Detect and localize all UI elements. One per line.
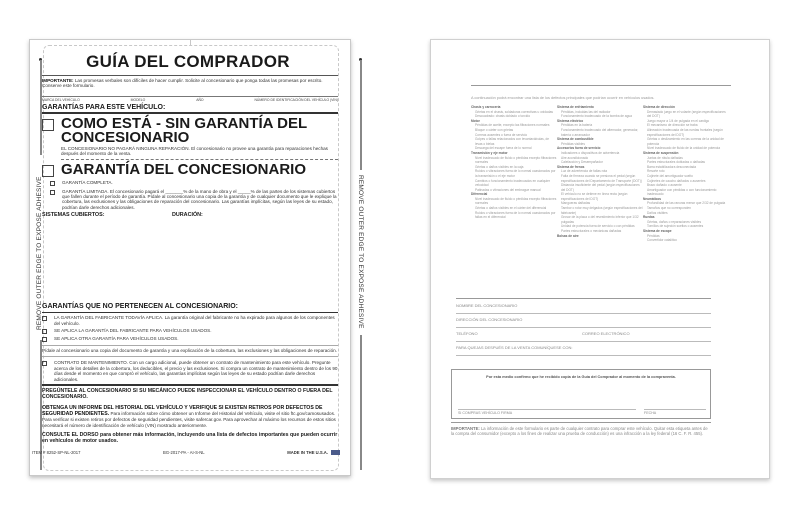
as-is-checkbox[interactable] [42,119,54,131]
defect-item: Mangueras dañadas [561,201,591,206]
defect-category: Bolsas de aire [557,233,579,238]
defect-item: Aire acondicionado [561,155,589,160]
defect-item: Descuadrado: chasis doblado o torcido [475,114,531,119]
us-flag-icon [331,450,340,455]
defect-item: Nivel inadecuado de fluido o pérdidas excepto filtraciones normales [475,155,557,165]
field-make[interactable]: MARCA DEL VEHÍCULO [42,97,80,102]
dealer-warranty-option[interactable]: GARANTÍA DEL CONCESIONARIO [42,163,338,177]
defect-item: Grietas o deslizamiento en las correas de la unidad de potencia [647,137,724,146]
footer [32,450,340,455]
email-field[interactable]: CORREO ELECTRÓNICO [582,331,630,336]
page-title: GUÍA DEL COMPRADOR [86,52,290,71]
duration-label: DURACIÓN: [172,212,203,219]
remove-edge-label-left: REMOVE OUTER EDGE TO EXPOSE ADHESIVE [36,176,43,330]
defect-item: Convertidor catalítico [647,238,677,243]
checkbox[interactable] [42,329,47,334]
field-year[interactable]: AÑO [196,97,204,102]
defect-item: Descarga del escape fuera de lo normal [475,146,532,151]
made-in-label: MADE IN THE U.S.A. [287,450,340,455]
defect-item: Correas ausentes o fuera de servicio [475,132,528,137]
defect-category: Transmisión y eje motor [471,150,508,155]
defect-category: Neumáticos [643,196,662,201]
dealer-warranty-checkbox[interactable] [42,165,54,177]
defect-category: Diferencial [471,192,488,197]
defect-category: Chasis y carrocería [471,105,501,109]
defect-item: Grietas, daños o reparaciones visibles [647,219,702,224]
defects-column-2 [557,105,643,243]
defects-column-3 [643,105,729,243]
defect-item: Grietas en el chasis, soldaduras correctivas u oxidadas [475,109,553,114]
defect-item: Daños visibles [647,210,668,215]
field-model[interactable]: MODELO [130,97,146,102]
defect-category: Accesorios fuera de servicio [557,146,601,151]
defect-item: Cojinete del amortiguador suelto [647,173,693,178]
mechanic-notice: PREGÚNTELE AL CONCESIONARIO SI SU MECÁNICO PUEDE INSPECCIONAR EL VEHÍCULO DENTRO O FUERA DEL CONCESIONARIO. [42,388,333,401]
date-field[interactable]: FECHA [644,409,706,415]
dealer-fields [456,298,711,356]
defect-item: Tambor o rotor muy delgados (según especificaciones del fabricante) [561,206,643,215]
defect-category: Sistema de combustible [557,137,594,142]
important-notice: IMPORTANTE: Las promesas verbales son difíciles de hacer cumplir. Solicite al concesionario que ponga todas las promesas por escrito. Conserve este formulario. [42,78,323,89]
history-notice: OBTENGA UN INFORME DEL HISTORIAL DEL VEHÍCULO Y VERIFIQUE SI EXISTEN RETIROS POR DEFECTOS DE SEGURIDAD PENDIENTES. Para información sobre cómo obtener un Informe del Historial del Vehículo, visite el sitio ftc.gov/camosusados. Para verificar si existen retiros por defectos de seguridad pendientes, visite safercar.gov. Para aprovechar al máximo los recursos de estos sitios necesitará el número de identificación de vehículo (VIN) mostrado anteriormente. [42,404,336,428]
defects-columns [471,105,731,243]
field-vin[interactable]: NÚMERO DE IDENTIFICACIÓN DEL VEHÍCULO (VIN) [254,97,338,102]
service-contract-option[interactable]: CONTRATO DE MANTENIMIENTO. Con un cargo adicional, puede obtener un contrato de mantenimiento para este vehículo. Pregunte acerca de los detalles de la cobertura, los deducibles, el precio y las exclusiones. Si compra un contrato de mantenimiento dentro de los 90 días desde el momento en que compró el vehículo, las garantías implícitas según las leyes de su estado podrían darle derechos adicionales. [42,360,338,382]
limited-warranty-option[interactable]: GARANTÍA LIMITADA. El concesionario pagará el _______% de la mano de obra y el _____% de las partes de los sistemas cubiertos que fallen durante el período de garantía. Pídale al concesionario una copia de la garantía y de cualquier documento que le explique la cobertura, las exclusiones y las obligaciones de reparación del concesionario. Las garantías implícitas, según las leyes de su estado, podrían darle derechos adicionales. [50,189,338,211]
signature-box [451,369,711,419]
defect-category: Sistema de dirección [643,105,675,109]
back-important-notice: IMPORTANTE: La información de este formulario es parte de cualquier contrato para comprar este vehículo. Quitar esta etiqueta antes de la compra del consumidor (excepto a los fines de realizar una prueba de conducción) es una infracción a la ley federal (16 C. F. R. 455). [451,422,711,437]
defect-item: Partes estructurales o mecánicas dañadas [561,229,622,234]
checkbox[interactable] [42,361,47,366]
defect-item: Bloque o cárter con grietas [475,127,514,132]
warranties-header: GARANTÍAS PARA ESTE VEHÍCULO: [42,103,166,111]
defect-item: Alineación inadecuada de las ruedas frontales (según especificaciones del DOT) [647,127,723,137]
defect-item: Grosor de la placa o del revestimiento inferior que 1/32 pulgadas [561,215,639,224]
defect-category: Sistema de suspensión [643,150,679,155]
defect-item: Pérdidas visibles [561,141,585,146]
defects-column-1 [471,105,557,243]
defect-item: Tamaños que no corresponden [647,206,691,211]
checkbox[interactable] [42,316,47,321]
checkbox[interactable] [42,337,47,342]
dealer-name-field[interactable]: NOMBRE DEL CONCESIONARIO [456,300,711,314]
defect-item: Grietas o daños visibles en la caja [475,164,524,169]
defect-item: Pérdidas en la batería [561,123,593,128]
defect-item: Calefacción y Desempañador [561,160,603,165]
defect-item: Barra estabilizadora desconectada [647,164,697,169]
defect-item: Pérdidas [647,233,660,238]
defect-item: Luz de advertencia de fallas rota [561,169,608,174]
vehicle-info-fields [42,96,338,102]
non-dealer-option-1[interactable]: LA GARANTÍA DEL FABRICANTE TODAVÍA APLICA. La garantía original del fabricante no ha expirado para algunos de los componentes del vehículo. [42,315,338,326]
defect-item: Nivel inadecuado de fluido o pérdidas excepto filtraciones normales [475,196,557,206]
defect-item: Demasiado juego en el volante (según especificaciones del DOT) [647,109,726,119]
non-dealer-option-2[interactable]: SE APLICA LA GARANTÍA DEL FABRICANTE PARA VEHÍCULOS USADOS. [42,328,338,334]
request-copy-text: Pídale al concesionario una copia del documento de garantía y una explicación de la cobertura, las exclusiones y las obligaciones de reparación. [42,348,337,354]
defect-item: Pérdidas, incluidas las del radiador [561,109,611,114]
defect-item: El vehículo no se detiene en línea recta (según especificaciones del DOT) [561,192,628,201]
defect-item: Ruidos o vibraciones fuera de lo normal ocasionados por fallas en el diferencial [475,210,556,220]
defect-item: Indicadores o dispositivos de advertencia [561,150,620,155]
as-is-option[interactable]: COMO ESTÁ - SIN GARANTÍA DEL CONCESIONARIO EL CONCESIONARIO NO PAGARÁ NINGUNA REPARACIÓN. El concesionario no provee una garantía para reparaciones hechas después del momento de la venta. [42,117,338,157]
defect-category: Ruedas [643,215,655,220]
defect-category: Sistema de escape [643,229,672,234]
defect-item: Patinadas o vibraciones del embrague manual [475,187,541,192]
defects-section [471,85,731,243]
defect-item: Profundidad de las ranuras menor que 2/32 de pulgada [647,201,726,206]
consult-back-notice: CONSULTE EL DORSO para obtener más información, incluyendo una lista de defectos importantes que pueden ocurrir en vehículos de motor usados. [42,432,338,445]
defect-item: Funcionamiento inadecuado de la bomba de agua [561,114,632,119]
defect-category: Sistema eléctrico [557,118,584,123]
defect-category: Sistema de enfriamiento [557,105,594,109]
remove-edge-label-right: REMOVE OUTER EDGE TO EXPOSE ADHESIVE [357,175,364,329]
edge-bar [360,60,362,170]
defect-item: Pérdidas de aceite, excepto las filtraciones normales [475,123,550,128]
defect-item: Partes estructurales dobladas o dañadas [647,160,705,165]
defect-item: Brazo dañado o ausente [647,183,682,188]
coverage-row [42,212,338,218]
defect-category: Sistema de frenos [557,164,585,169]
defect-item: Distancia insuficiente del pedal (según especificaciones del DOT) [561,183,640,192]
full-warranty-option[interactable]: GARANTÍA COMPLETA. [50,180,338,186]
defect-item: Cambios o funcionamiento inadecuados en cualquier velocidad [475,178,550,188]
non-dealer-header: GARANTÍAS QUE NO PERTENECEN AL CONCESIONARIO: [42,303,338,313]
defect-item: Juego mayor a 1/4 de pulgada en el cardigo [647,118,710,123]
defect-item: Grietas o daños visibles en el cárter del diferencial [475,206,547,211]
defect-item: Amortiguador con pérdidas o con funcionamiento inadecuado [647,187,717,197]
defect-item: Resorte roto [647,169,665,174]
defect-item: Tornillos de sujeción sueltos o ausentes [647,224,704,229]
item-number: ITEM # 8252-SP-NL-2017 [32,449,81,455]
defect-item: Juntas de rótula dañadas [647,155,683,160]
confirmation-text: Por esta medio confirmo que he recibido copia de la Guía del Comprador al momento de la compraventa. [486,375,676,379]
buyers-guide-back [430,39,770,479]
defect-item: El mecanismo de dirección se traba [647,123,698,128]
defect-item: Funcionamiento inadecuado del alternador, generador, batería o arrancador [561,127,639,137]
contact-fields[interactable] [456,328,711,342]
defect-item: Ruidos o vibraciones fuera de lo normal ocasionados por la transmisión o el eje motor [475,169,556,178]
dealer-address-field[interactable]: DIRECCIÓN DEL CONCESIONARIO [456,314,711,328]
defect-item: Golpes o fallas relacionados con levantaválvulas, de levas o bielas [475,137,550,146]
limited-warranty-checkbox[interactable] [50,190,55,195]
defect-item: Falta de firmeza cuando se presiona el pedal (según especificaciones del Departamento de Transporte (DOT)) [561,173,642,183]
phone-field[interactable]: TELÉFONO [456,331,478,336]
defect-item: Cojinetes de caucho dañados o ausentes [647,178,706,183]
defect-item: Nivel inadecuado de fluido de la unidad de potencia [647,146,721,151]
defects-intro: A continuación podrá encontrar una lista de los defectos principales que podrían ocurrir en vehículos usados. [471,96,655,100]
non-dealer-option-3[interactable]: SE APLICA OTRA GARANTÍA PARA VEHÍCULOS USADOS. [42,336,338,342]
defect-category: Motor [471,118,480,123]
form-code: BG-2017-PA - AI-S-NL [163,449,205,455]
defect-item: Unidad de potencia fuera de servicio o con pérdidas [561,224,635,229]
covered-systems-label: SISTEMAS CUBIERTOS: [42,212,105,219]
signature-field[interactable]: SI COMPRAS VEHÍCULO FIRMA [458,409,636,415]
complaints-contact-field[interactable]: PARA QUEJAS DESPUÉS DE LA VENTA COMUNÍQUESE CON: [456,342,711,356]
full-warranty-checkbox[interactable] [50,181,55,186]
edge-bar [360,335,362,470]
